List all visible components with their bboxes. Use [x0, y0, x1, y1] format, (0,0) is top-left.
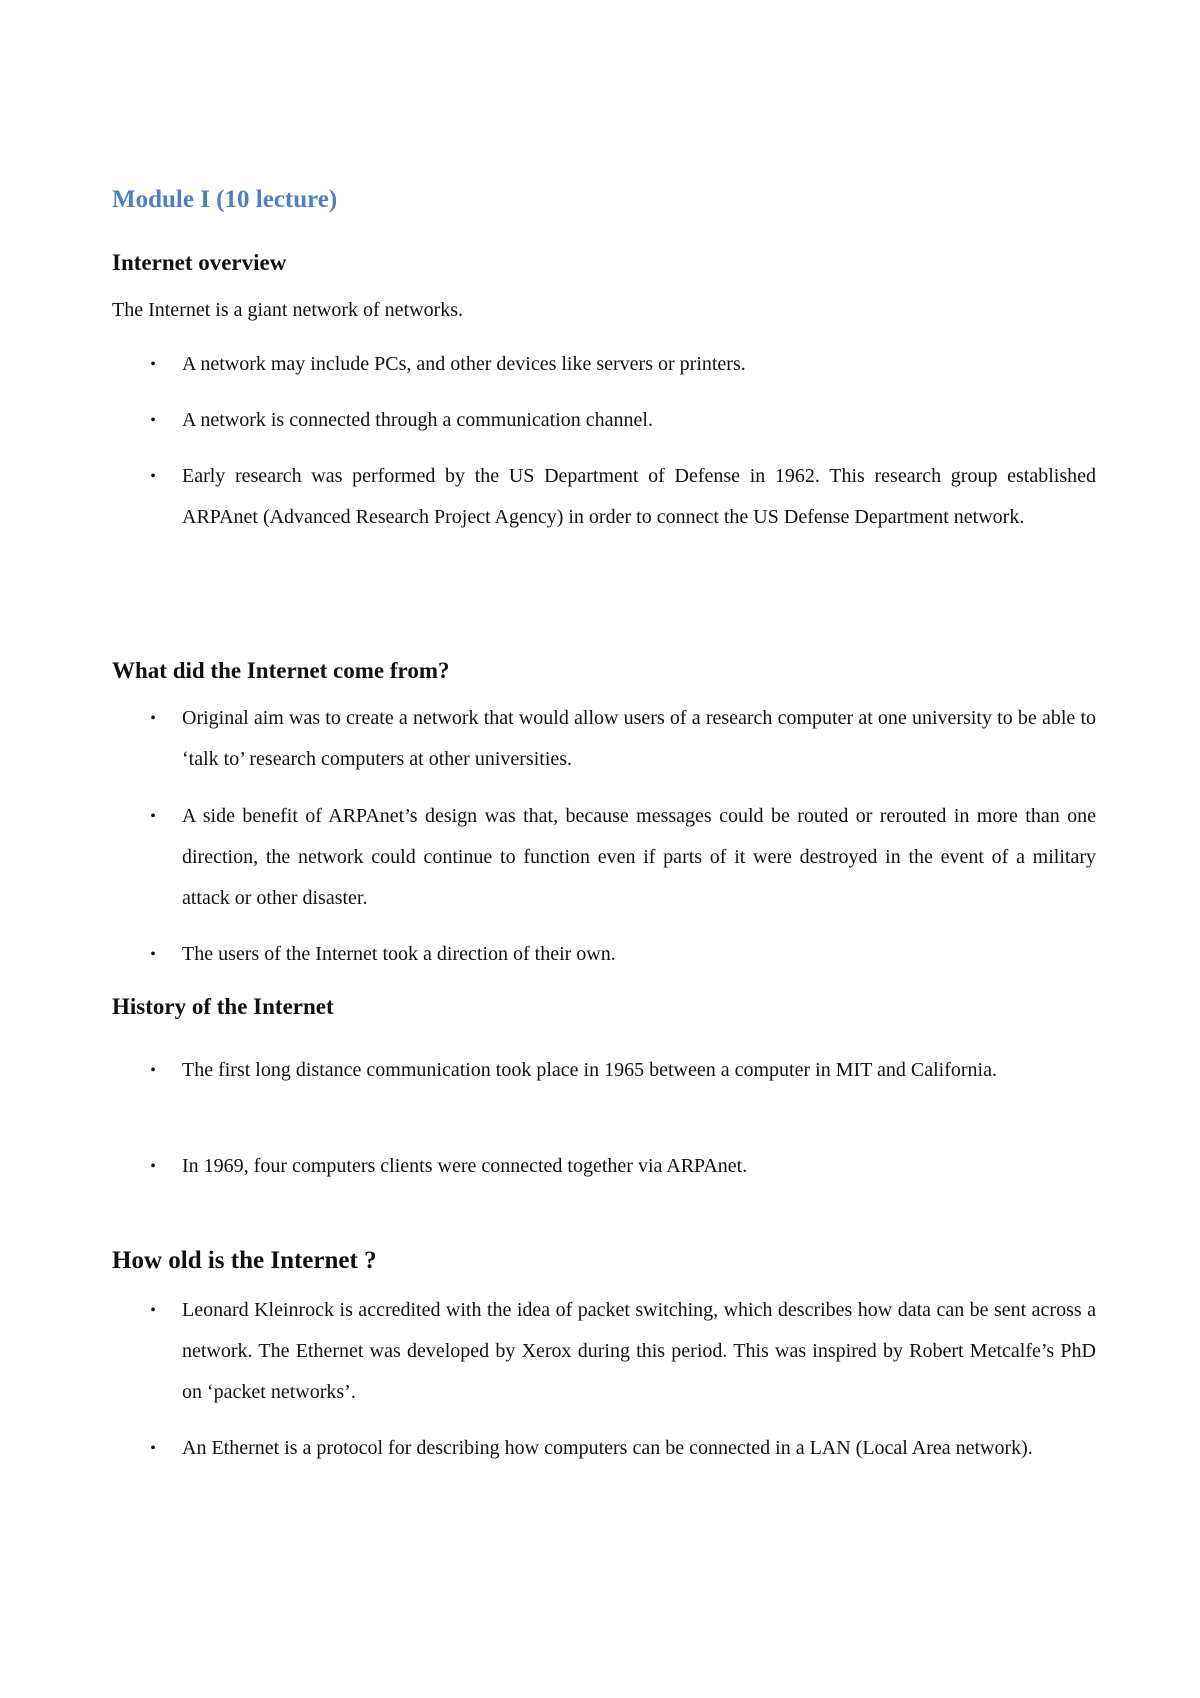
list-item	[112, 698, 1096, 780]
list-item-text: The users of the Internet took a direction of their own.	[182, 943, 616, 965]
overview-intro: The Internet is a giant network of networks.	[112, 299, 464, 321]
bullet-icon: •	[150, 1158, 156, 1175]
list-item-text: An Ethernet is a protocol for describing how computers can be connected in a LAN (Local Area network).	[182, 1437, 1033, 1459]
list-item-text: A network is connected through a communication channel.	[182, 409, 653, 431]
bullet-icon: •	[150, 1302, 156, 1319]
bullet-icon: •	[150, 1062, 156, 1079]
list-item-text: A network may include PCs, and other devices like servers or printers.	[182, 353, 746, 375]
list-item	[112, 1290, 1096, 1413]
module-title: Module I (10 lecture)	[112, 186, 338, 213]
list-item	[112, 796, 1096, 919]
list-item-text: In 1969, four computers clients were connected together via ARPAnet.	[182, 1155, 748, 1177]
list-item	[112, 1428, 1096, 1469]
list-item	[112, 1050, 1096, 1091]
list-item	[112, 400, 1096, 441]
heading-internet-history: History of the Internet	[112, 994, 334, 1019]
bullet-icon: •	[150, 412, 156, 429]
bullet-icon: •	[150, 946, 156, 963]
list-item	[112, 1146, 1096, 1187]
document-page	[112, 0, 1096, 1698]
list-item-text: Early research was performed by the US Department of Defense in 1962. This research group established ARPAnet (Advanced Research Project Agency) in order to connect the US Defense Department network.	[182, 465, 1096, 528]
list-item	[112, 456, 1096, 538]
list-item-text: Leonard Kleinrock is accredited with the idea of packet switching, which describes how data can be sent across a network. The Ethernet was developed by Xerox during this period. This was inspired by Robert Metcalfe’s PhD on ‘packet networks’.	[182, 1299, 1096, 1403]
heading-internet-origin: What did the Internet come from?	[112, 658, 450, 683]
list-item-text: Original aim was to create a network that would allow users of a research computer at one university to be able to ‘talk to’ research computers at other universities.	[182, 707, 1096, 770]
heading-internet-overview: Internet overview	[112, 250, 287, 275]
list-item	[112, 934, 1096, 975]
list-item-text: The first long distance communication took place in 1965 between a computer in MIT and California.	[182, 1059, 997, 1081]
list-item	[112, 344, 1096, 385]
bullet-icon: •	[150, 710, 156, 727]
bullet-icon: •	[150, 468, 156, 485]
bullet-icon: •	[150, 356, 156, 373]
bullet-icon: •	[150, 808, 156, 825]
bullet-icon: •	[150, 1440, 156, 1457]
heading-internet-age: How old is the Internet ?	[112, 1247, 377, 1274]
list-item-text: A side benefit of ARPAnet’s design was that, because messages could be routed or rerouted in more than one direction, the network could continue to function even if parts of it were destroyed in the event of a military attack or other disaster.	[182, 805, 1096, 909]
